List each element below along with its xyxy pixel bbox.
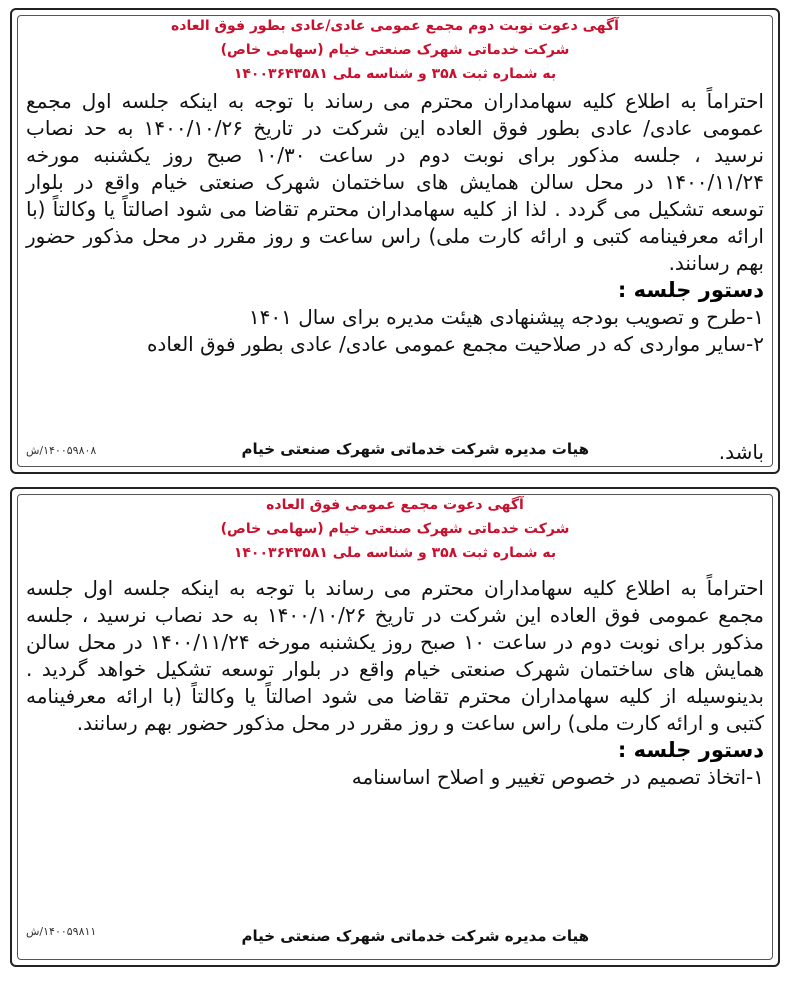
agenda-title: دستور جلسه :: [617, 738, 764, 762]
agenda-item: ۱-طرح و تصویب بودجه پیشنهادی هیئت مدیره برای سال ۱۴۰۱: [248, 305, 764, 329]
notice-title: آگهی دعوت نوبت دوم مجمع عمومی عادی/عادی بطور فوق العاده: [171, 18, 619, 34]
registration-info: به شماره ثبت ۳۵۸ و شناسه ملی ۱۴۰۰۳۶۴۳۵۸۱: [233, 545, 557, 561]
signature: هیات مدیره شرکت خدماتی شهرک صنعتی خیام: [241, 927, 589, 945]
company-name: شرکت خدماتی شهرک صنعتی خیام (سهامی خاص): [220, 521, 570, 537]
ad-code: ۱۴۰۰۵۹۸۱۱/ش: [26, 925, 97, 938]
ad-code: ۱۴۰۰۵۹۸۰۸/ش: [26, 444, 97, 457]
notice-inner-frame: [17, 15, 773, 467]
agenda-item: ۱-اتخاذ تصمیم در خصوص تغییر و اصلاح اساسنامه: [351, 765, 764, 789]
notice-body: احتراماً به اطلاع کلیه سهامداران محترم می رساند با توجه به اینکه جلسه اول جلسه مجمع عمومی فوق العاده این شرکت در تاریخ ۱۴۰۰/۱۰/۲۶ به حد نصاب نرسید ، جلسه مذکور برای نوبت دوم در ساعت ۱۰ صبح روز یکشنبه مورخه ۱۴۰۰/۱۱/۲۴ در محل سالن همایش های ساختمان شهرک صنعتی خیام واقع در بلوار توسعه تشکیل خواهد گردید . بدینوسیله از کلیه سهامداران محترم تقاضا می شود اصالتاً یا وکالتاً (با ارائه معرفینامه کتبی و ارائه کارت ملی) راس ساعت و روز مقرر در محل مذکور حضور بهم رسانند.: [26, 576, 764, 735]
notice-extraordinary-meeting: [10, 487, 780, 967]
agenda-item: ۲-سایر مواردی که در صلاحیت مجمع عمومی عادی/ عادی بطور فوق العاده: [146, 332, 764, 356]
signature-row: [26, 440, 764, 466]
notice-title: آگهی دعوت مجمع عمومی فوق العاده: [266, 497, 524, 513]
notice-inner-frame: [17, 494, 773, 960]
signature: هیات مدیره شرکت خدماتی شهرک صنعتی خیام: [241, 440, 589, 458]
notice-second-call-ordinary-meeting: [10, 8, 780, 474]
signature-row: [26, 927, 764, 953]
agenda-item-trail: باشد.: [718, 440, 764, 464]
notice-body: احتراماً به اطلاع کلیه سهامداران محترم می رساند با توجه به اینکه جلسه اول مجمع عمومی عادی/ عادی بطور فوق العاده این شرکت در تاریخ ۱۴۰۰/۱۰/۲۶ به حد نصاب نرسید ، جلسه مذکور برای نوبت دوم در ساعت ۱۰/۳۰ صبح روز یکشنبه مورخه ۱۴۰۰/۱۱/۲۴ در محل سالن همایش های ساختمان شهرک صنعتی خیام واقع در بلوار توسعه تشکیل می گردد . لذا از کلیه سهامداران محترم تقاضا می شود اصالتاً یا وکالتاً (با ارائه معرفینامه کتبی و ارائه کارت ملی) راس ساعت و روز مقرر در محل مذکور حضور بهم رسانند.: [26, 89, 764, 275]
registration-info: به شماره ثبت ۳۵۸ و شناسه ملی ۱۴۰۰۳۶۴۳۵۸۱: [233, 66, 557, 82]
company-name: شرکت خدماتی شهرک صنعتی خیام (سهامی خاص): [220, 42, 570, 58]
agenda-title: دستور جلسه :: [617, 278, 764, 302]
